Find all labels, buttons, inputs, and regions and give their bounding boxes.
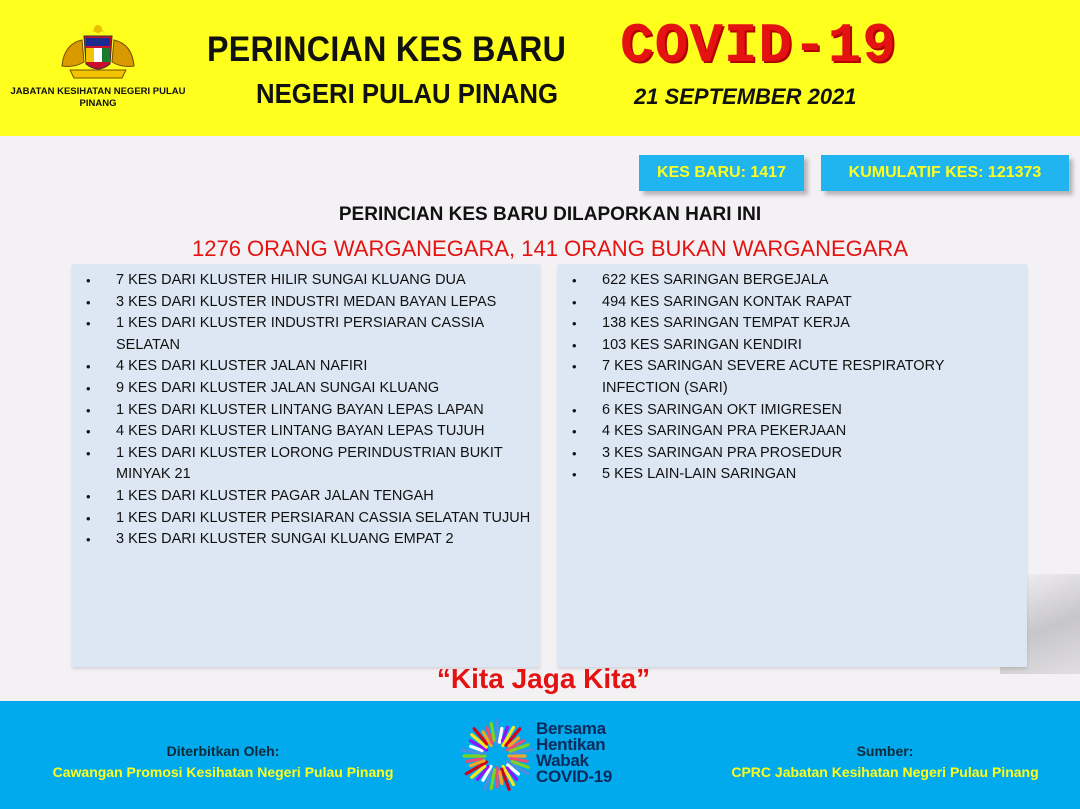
list-item: • 6 KES SARINGAN OKT IMIGRESEN (558, 400, 1027, 422)
cumulative-cases-badge: KUMULATIF KES: 121373 (821, 155, 1069, 191)
publisher-name: Cawangan Promosi Kesihatan Negeri Pulau Pinang (52, 764, 394, 780)
list-item: • 7 KES SARINGAN SEVERE ACUTE RESPIRATORY INFECTION (SARI) (558, 356, 1027, 399)
logo-line: Wabak (536, 751, 589, 770)
screening-panel (558, 264, 1027, 667)
coat-of-arms-icon (48, 22, 148, 84)
cluster-panel (72, 264, 540, 667)
report-date: 21 SEPTEMBER 2021 (634, 84, 857, 109)
campaign-logo-icon (458, 717, 536, 795)
state-name: NEGERI PULAU PINANG (256, 78, 558, 109)
list-item: • 103 KES SARINGAN KENDIRI (558, 335, 1027, 357)
list-item: • 1 KES DARI KLUSTER LINTANG BAYAN LEPAS LAPAN (72, 400, 540, 422)
list-item: • 7 KES DARI KLUSTER HILIR SUNGAI KLUANG DUA (72, 270, 540, 292)
citizenship-breakdown: 1276 ORANG WARGANEGARA, 141 ORANG BUKAN WARGANEGARA (192, 236, 908, 261)
list-item: • 4 KES DARI KLUSTER LINTANG BAYAN LEPAS TUJUH (72, 421, 540, 443)
screening-list (558, 264, 1027, 486)
cluster-list (72, 264, 540, 551)
logo-line: COVID-19 (536, 767, 613, 786)
list-item: • 3 KES DARI KLUSTER INDUSTRI MEDAN BAYAN LEPAS (72, 292, 540, 314)
source-label: Sumber: (856, 743, 914, 759)
list-item: • 494 KES SARINGAN KONTAK RAPAT (558, 292, 1027, 314)
publisher-label: Diterbitkan Oleh: (166, 743, 280, 759)
new-cases-badge: KES BARU: 1417 (639, 155, 804, 191)
logo-line: Bersama (536, 719, 606, 738)
department-name: JABATAN KESIHATAN NEGERI PULAU PINANG (10, 86, 186, 109)
list-item: • 1 KES DARI KLUSTER LORONG PERINDUSTRIAN BUKIT MINYAK 21 (72, 443, 540, 486)
list-item: • 622 KES SARINGAN BERGEJALA (558, 270, 1027, 292)
campaign-logo-text (536, 721, 612, 785)
logo-line: Hentikan (536, 735, 606, 754)
list-item: • 4 KES DARI KLUSTER JALAN NAFIRI (72, 356, 540, 378)
logo-ray (500, 772, 502, 784)
list-item: • 3 KES SARINGAN PRA PROSEDUR (558, 443, 1027, 465)
header-banner (0, 0, 1080, 136)
section-title: PERINCIAN KES BARU DILAPORKAN HARI INI (338, 204, 762, 225)
list-item: • 9 KES DARI KLUSTER JALAN SUNGAI KLUANG (72, 378, 540, 400)
list-item: • 4 KES SARINGAN PRA PEKERJAAN (558, 421, 1027, 443)
source-name: CPRC Jabatan Kesihatan Negeri Pulau Pinang (731, 764, 1039, 780)
list-item: • 1 KES DARI KLUSTER PERSIARAN CASSIA SELATAN TUJUH (72, 508, 540, 530)
list-item: • 3 KES DARI KLUSTER SUNGAI KLUANG EMPAT 2 (72, 529, 540, 551)
list-item: • 1 KES DARI KLUSTER PAGAR JALAN TENGAH (72, 486, 540, 508)
footer-banner (0, 701, 1080, 809)
page-title: PERINCIAN KES BARU (207, 30, 567, 69)
covid-title: COVID-19 (620, 14, 897, 78)
list-item: • 5 KES LAIN-LAIN SARINGAN (558, 464, 1027, 486)
slogan: “Kita Jaga Kita” (436, 663, 651, 694)
list-item: • 1 KES DARI KLUSTER INDUSTRI PERSIARAN CASSIA SELATAN (72, 313, 540, 356)
list-item: • 138 KES SARINGAN TEMPAT KERJA (558, 313, 1027, 335)
